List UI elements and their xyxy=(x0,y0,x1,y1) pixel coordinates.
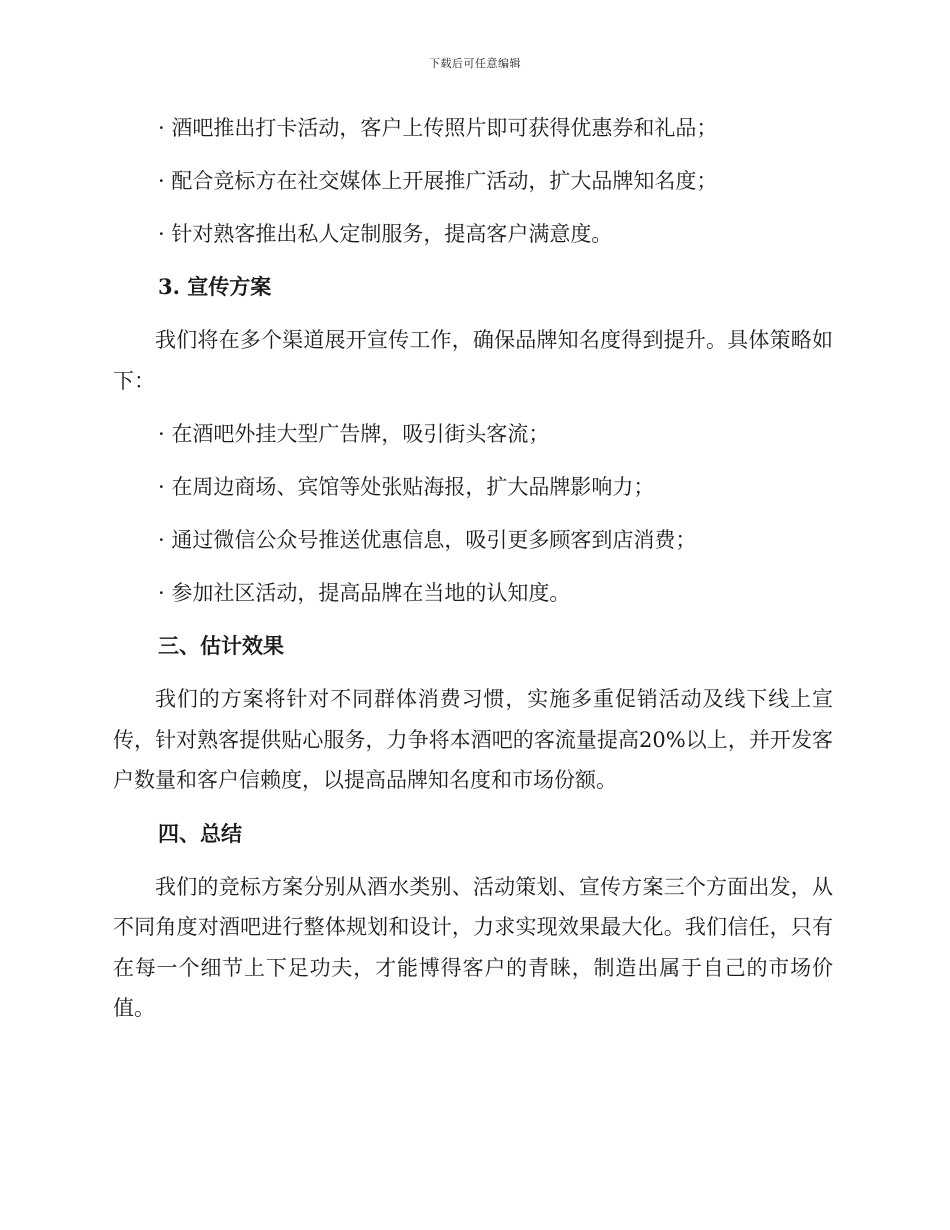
bullet-item: · 在周边商场、宾馆等处张贴海报，扩大品牌影响力； xyxy=(158,475,655,499)
section-heading: 3. 宣传方案 xyxy=(158,274,272,299)
paragraph: 我们的方案将针对不同群体消费习惯，实施多重促销活动及线下线上宣传，针对熟客提供贴心服务，力争将本酒吧的客流量提高20%以上，并开发客户数量和客户信赖度，以提高品牌知名度和市场份额。 xyxy=(113,687,833,792)
bullet-item: · 配合竞标方在社交媒体上开展推广活动，扩大品牌知名度； xyxy=(158,169,718,193)
bullet-item: · 通过微信公众号推送优惠信息，吸引更多顾客到店消费； xyxy=(158,528,697,552)
paragraph: 我们将在多个渠道展开宣传工作，确保品牌知名度得到提升。具体策略如下： xyxy=(113,328,833,393)
bullet-item: · 在酒吧外挂大型广告牌，吸引街头客流； xyxy=(158,422,550,446)
section-heading: 三、估计效果 xyxy=(158,633,284,658)
paragraph: 我们的竞标方案分别从酒水类别、活动策划、宣传方案三个方面出发，从不同角度对酒吧进行整体规划和设计，力求实现效果最大化。我们信任，只有在每一个细节上下足功夫，才能博得客户的青睐，制造出属于自己的市场价值。 xyxy=(113,874,833,1020)
document-body xyxy=(113,108,833,1042)
bullet-item: · 酒吧推出打卡活动，客户上传照片即可获得优惠券和礼品； xyxy=(158,116,718,140)
bullet-item: · 参加社区活动，提高品牌在当地的认知度。 xyxy=(158,581,571,605)
bullet-item: · 针对熟客推出私人定制服务，提高客户满意度。 xyxy=(158,222,613,246)
section-heading: 四、总结 xyxy=(158,820,242,846)
page-header: 下载后可任意编辑 xyxy=(429,57,521,70)
